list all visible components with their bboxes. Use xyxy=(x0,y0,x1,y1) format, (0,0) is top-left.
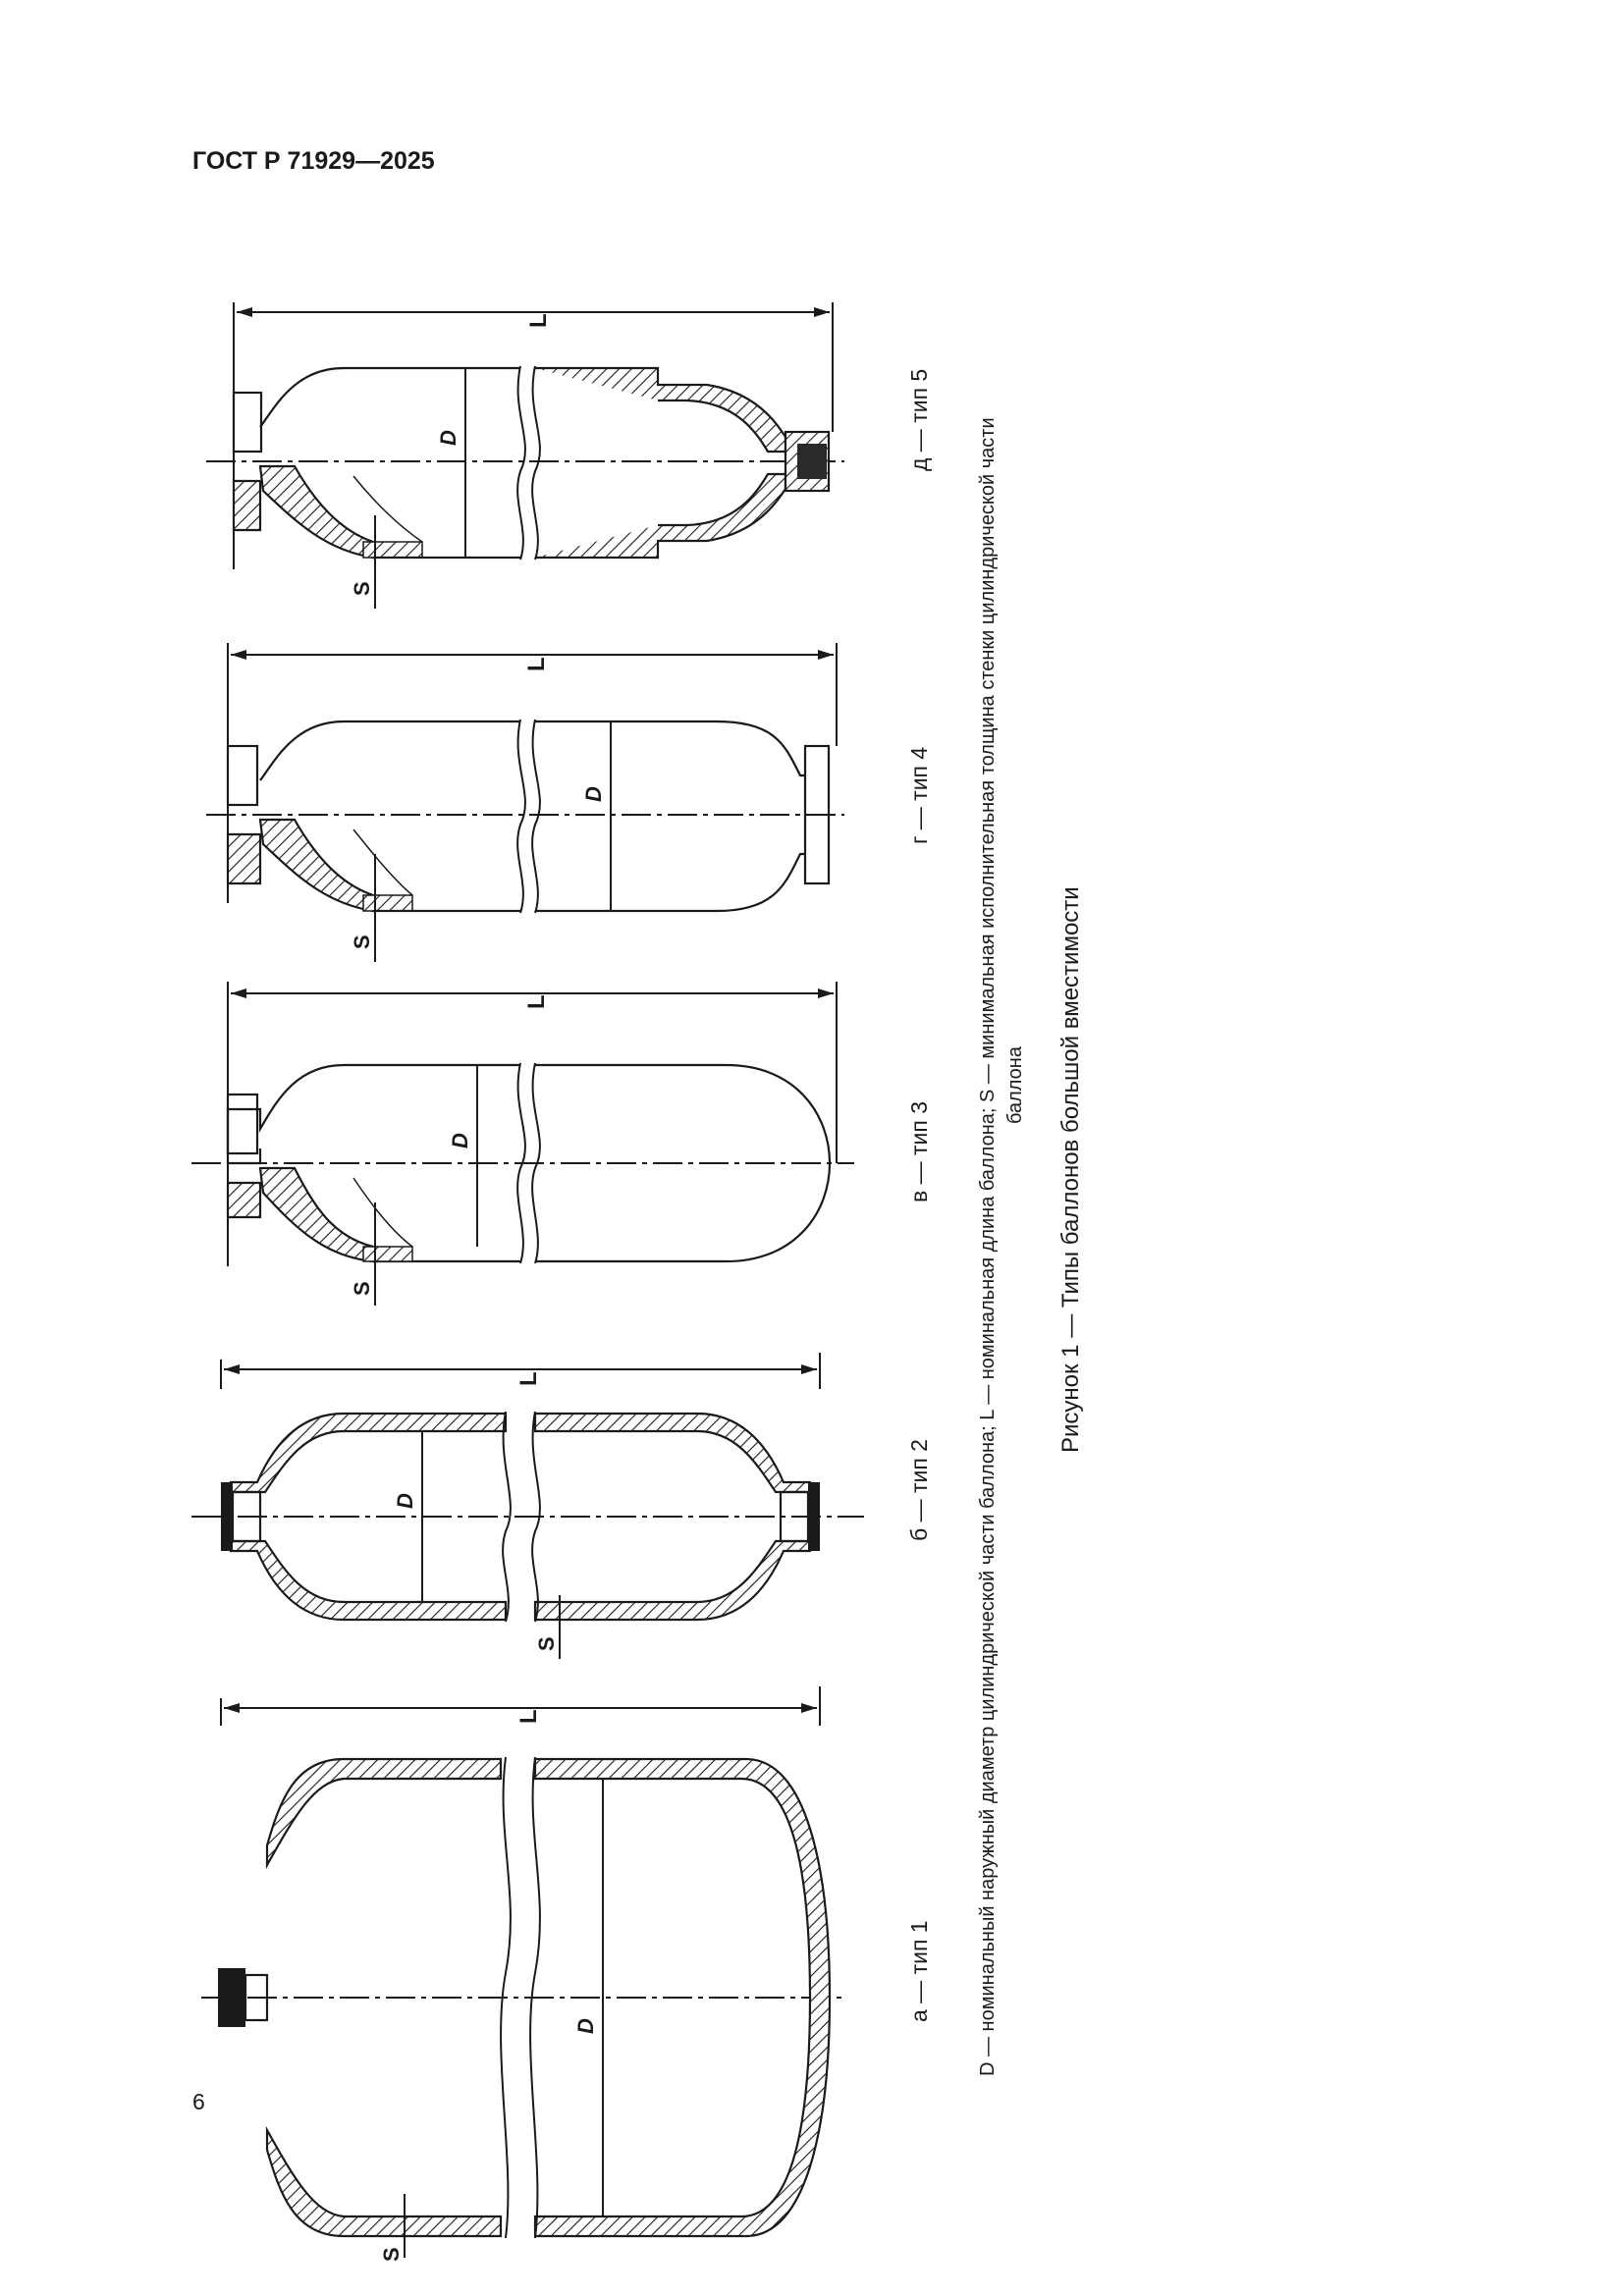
document-header: ГОСТ Р 71929—2025 xyxy=(192,147,435,175)
diameter-label: D xyxy=(448,1133,472,1148)
panel-label: д — тип 5 xyxy=(906,368,932,471)
page-number: 6 xyxy=(192,2089,205,2114)
panel-type-5 xyxy=(206,302,932,609)
diameter-label: D xyxy=(581,786,606,802)
panel-type-4 xyxy=(206,643,932,962)
figure-legend-line-2: баллона xyxy=(1004,1046,1026,1124)
wall-label: S xyxy=(350,581,374,596)
wall-label: S xyxy=(350,1281,374,1296)
wall-label: S xyxy=(350,934,374,949)
figure-legend-line-1: D — номинальный наружный диаметр цилиндрической части баллона; L — номинальная длина баллона; S — минимальная исполнительная толщина стенки цилиндрической части xyxy=(977,417,999,2076)
cylinder-body xyxy=(228,720,829,913)
cylinder-body xyxy=(234,366,829,560)
length-label: L xyxy=(523,994,550,1009)
length-label: L xyxy=(523,657,550,671)
length-label: L xyxy=(525,313,552,328)
panel-type-2 xyxy=(191,1353,932,1659)
length-label: L xyxy=(515,1709,542,1724)
diameter-label: D xyxy=(573,2018,598,2034)
wall-label: S xyxy=(534,1636,559,1651)
figure-1 xyxy=(177,216,1159,2262)
figure-caption: Рисунок 1 — Типы баллонов большой вместимости xyxy=(1057,886,1084,1453)
panel-label: б — тип 2 xyxy=(906,1439,932,1541)
wall-label: S xyxy=(379,2247,404,2262)
panel-label: в — тип 3 xyxy=(906,1100,932,1202)
panel-type-3 xyxy=(191,982,932,1306)
panel-label: г — тип 4 xyxy=(906,746,932,844)
panel-label: а — тип 1 xyxy=(906,1920,932,2022)
length-label: L xyxy=(515,1371,542,1386)
diameter-label: D xyxy=(393,1493,417,1509)
panel-type-1 xyxy=(201,1686,932,2262)
length-dimension xyxy=(221,1353,820,1389)
diameter-label: D xyxy=(436,430,460,446)
length-dimension xyxy=(221,1686,820,1726)
